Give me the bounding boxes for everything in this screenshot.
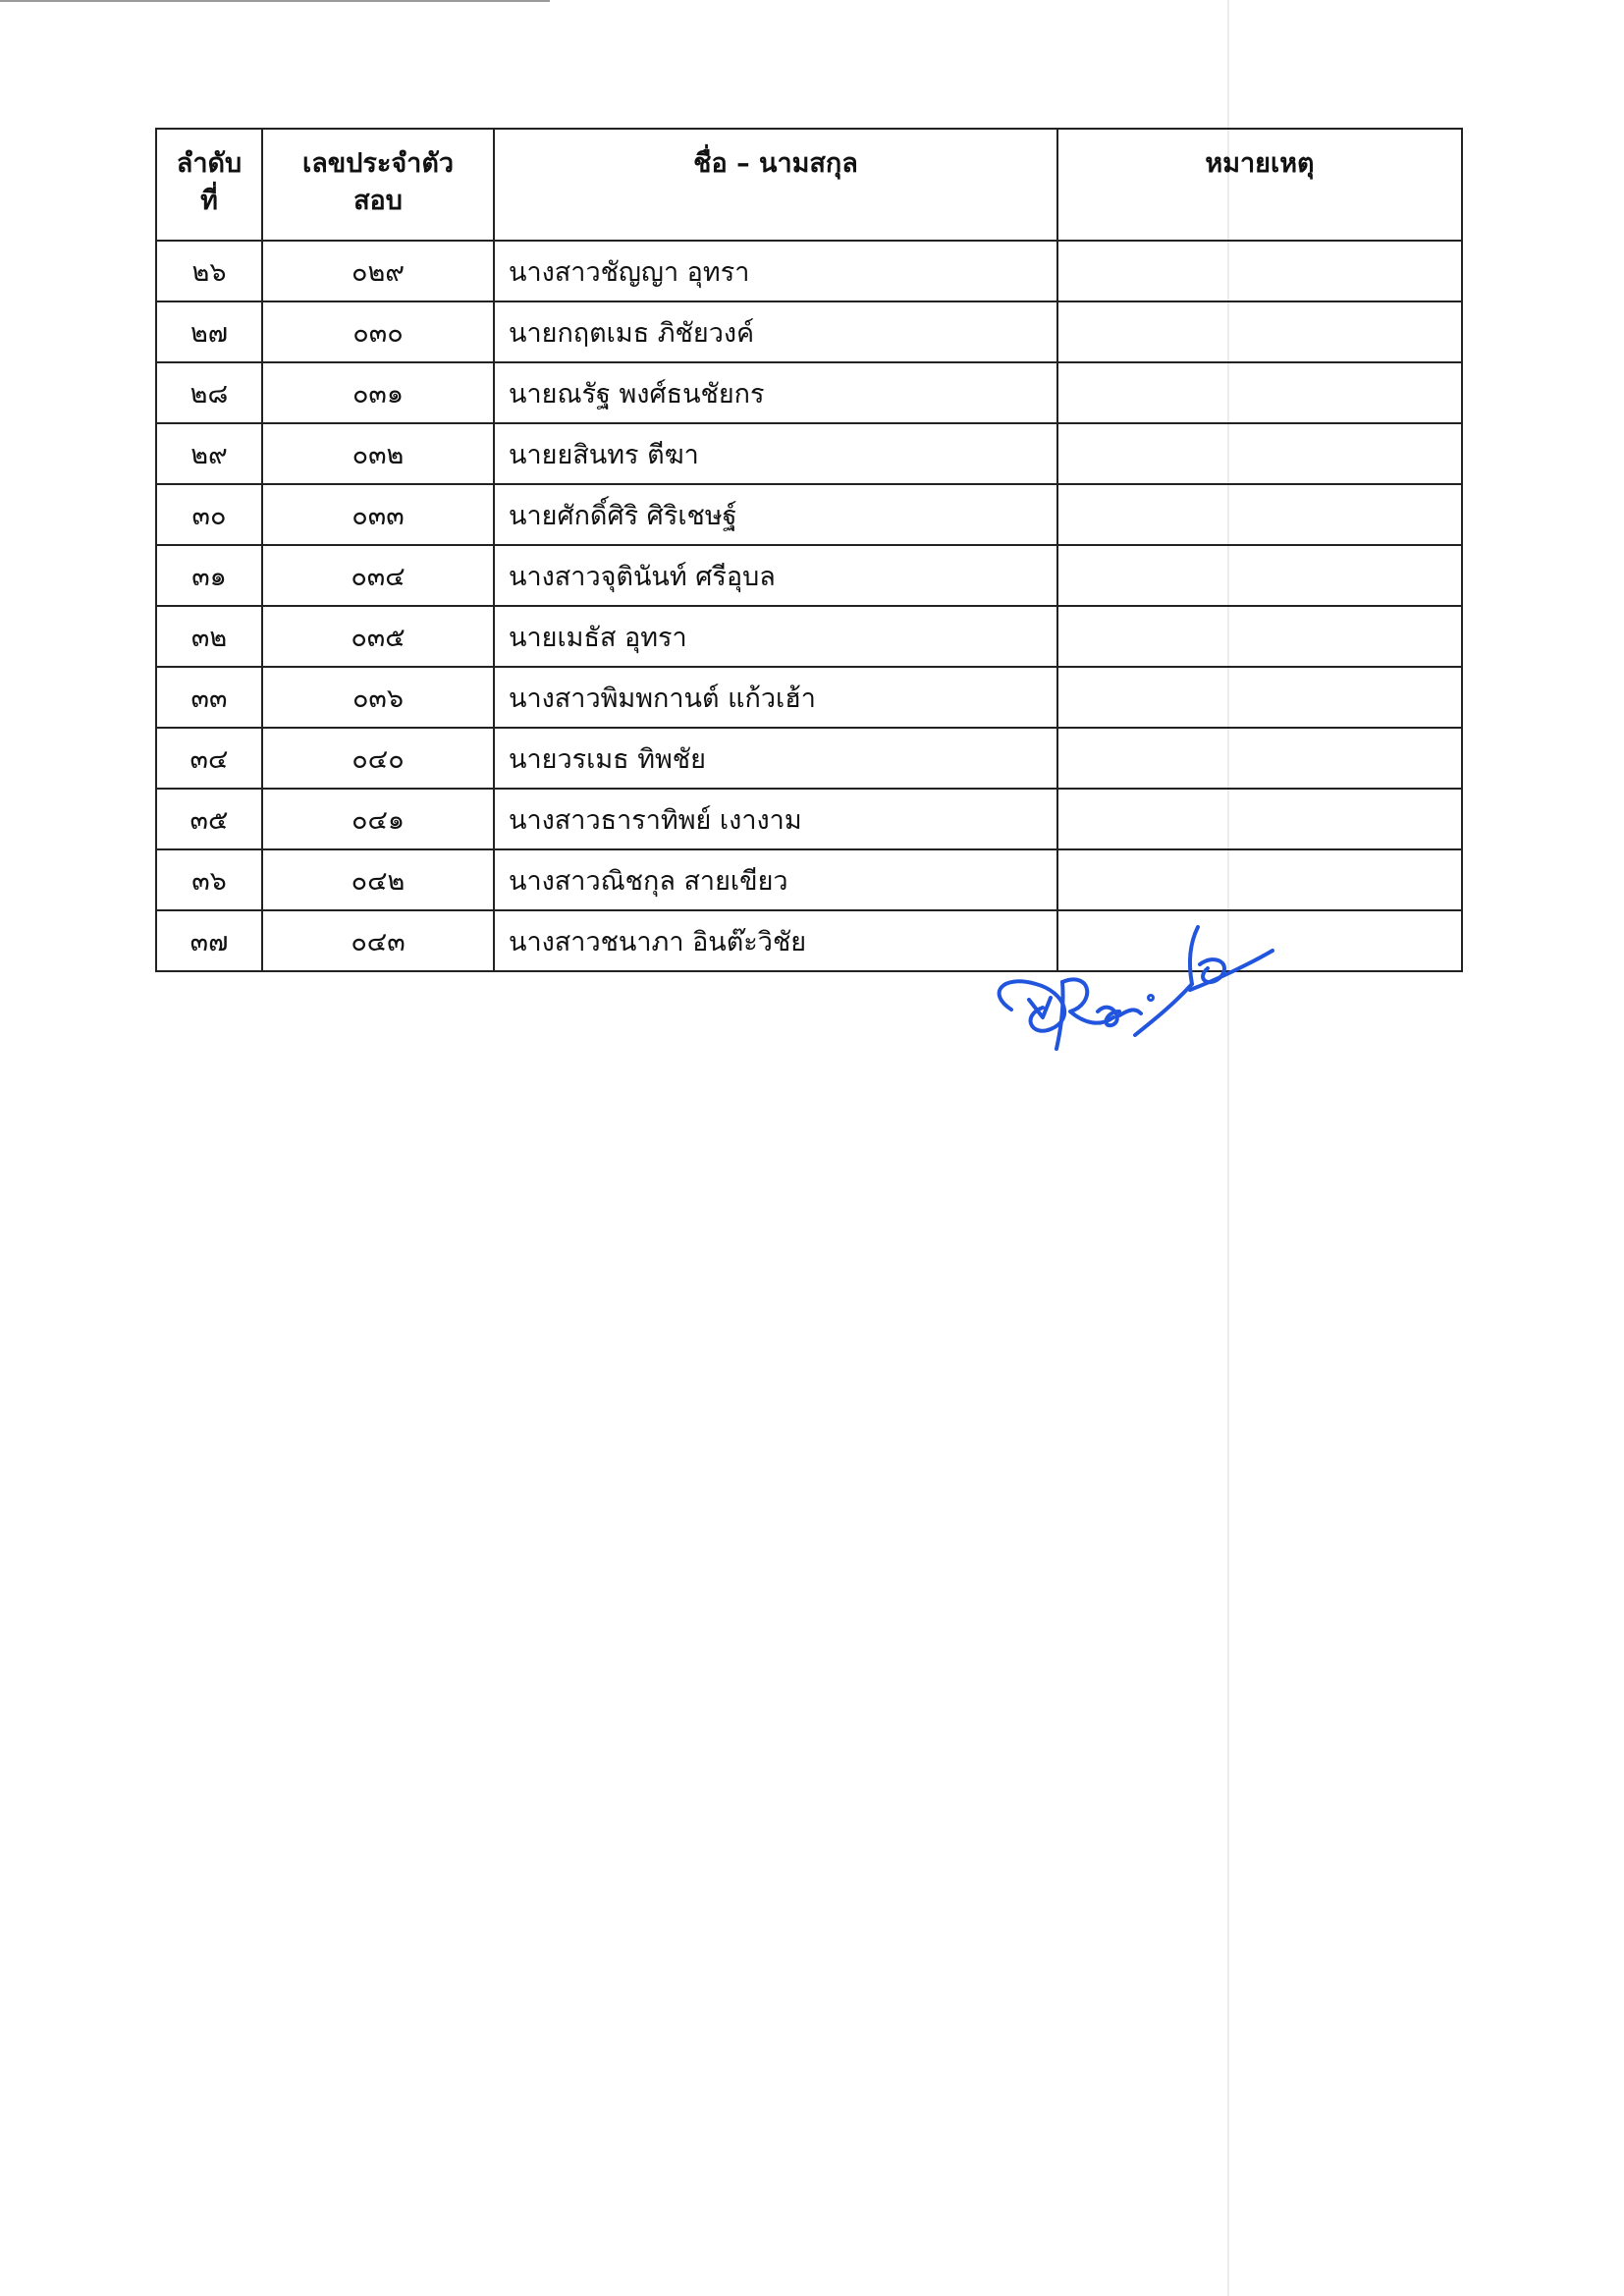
row-no: ๓๒ (156, 606, 262, 667)
row-note (1057, 789, 1462, 849)
row-exam-id: ๐๓๐ (262, 301, 494, 362)
header-note: หมายเหตุ (1057, 129, 1462, 241)
row-no: ๓๕ (156, 789, 262, 849)
row-name: นายณรัฐ พงศ์ธนชัยกร (494, 362, 1057, 423)
row-exam-id: ๐๔๒ (262, 849, 494, 910)
table-row (156, 545, 1462, 606)
row-exam-id: ๐๓๕ (262, 606, 494, 667)
row-exam-id: ๐๓๒ (262, 423, 494, 484)
exam-roster-table (155, 128, 1463, 972)
row-no: ๓๖ (156, 849, 262, 910)
row-note (1057, 241, 1462, 301)
header-exam-id: เลขประจำตัว สอบ (262, 129, 494, 241)
row-exam-id: ๐๓๑ (262, 362, 494, 423)
row-name: นางสาวชัญญา อุทรา (494, 241, 1057, 301)
row-exam-id: ๐๔๓ (262, 910, 494, 971)
row-note (1057, 728, 1462, 789)
table-row (156, 667, 1462, 728)
row-name: นายวรเมธ ทิพชัย (494, 728, 1057, 789)
header-name: ชื่อ – นามสกุล (494, 129, 1057, 241)
table-row (156, 241, 1462, 301)
row-note (1057, 362, 1462, 423)
row-note (1057, 606, 1462, 667)
row-no: ๓๑ (156, 545, 262, 606)
header-no: ลำดับ ที่ (156, 129, 262, 241)
row-no: ๓๗ (156, 910, 262, 971)
table-row (156, 362, 1462, 423)
row-name: นางสาวธาราทิพย์ เงางาม (494, 789, 1057, 849)
row-exam-id: ๐๓๖ (262, 667, 494, 728)
row-no: ๒๙ (156, 423, 262, 484)
scan-edge-top (0, 0, 550, 2)
row-name: นายยสินทร ตีฆา (494, 423, 1057, 484)
row-exam-id: ๐๔๐ (262, 728, 494, 789)
row-no: ๒๘ (156, 362, 262, 423)
row-name: นางสาวจุตินันท์ ศรีอุบล (494, 545, 1057, 606)
row-name: นางสาวชนาภา อินต๊ะวิชัย (494, 910, 1057, 971)
table-row (156, 301, 1462, 362)
table-row (156, 728, 1462, 789)
header-row (156, 129, 1462, 241)
row-name: นางสาวณิชกุล สายเขียว (494, 849, 1057, 910)
table-row (156, 849, 1462, 910)
table-row (156, 484, 1462, 545)
row-no: ๒๖ (156, 241, 262, 301)
row-name: นางสาวพิมพกานต์ แก้วเฮ้า (494, 667, 1057, 728)
row-note (1057, 423, 1462, 484)
row-name: นายกฤตเมธ ภิชัยวงค์ (494, 301, 1057, 362)
row-note (1057, 301, 1462, 362)
row-exam-id: ๐๓๔ (262, 545, 494, 606)
row-no: ๒๗ (156, 301, 262, 362)
row-note (1057, 484, 1462, 545)
row-exam-id: ๐๔๑ (262, 789, 494, 849)
row-name: นายเมธัส อุทรา (494, 606, 1057, 667)
row-exam-id: ๐๒๙ (262, 241, 494, 301)
row-note (1057, 849, 1462, 910)
table-row (156, 789, 1462, 849)
row-no: ๓๓ (156, 667, 262, 728)
row-no: ๓๐ (156, 484, 262, 545)
table-row (156, 423, 1462, 484)
row-no: ๓๔ (156, 728, 262, 789)
row-exam-id: ๐๓๓ (262, 484, 494, 545)
row-note (1057, 545, 1462, 606)
handwritten-signature (982, 913, 1276, 1061)
row-name: นายศักดิ์ศิริ ศิริเชษฐ์ (494, 484, 1057, 545)
row-note (1057, 667, 1462, 728)
table-row (156, 606, 1462, 667)
